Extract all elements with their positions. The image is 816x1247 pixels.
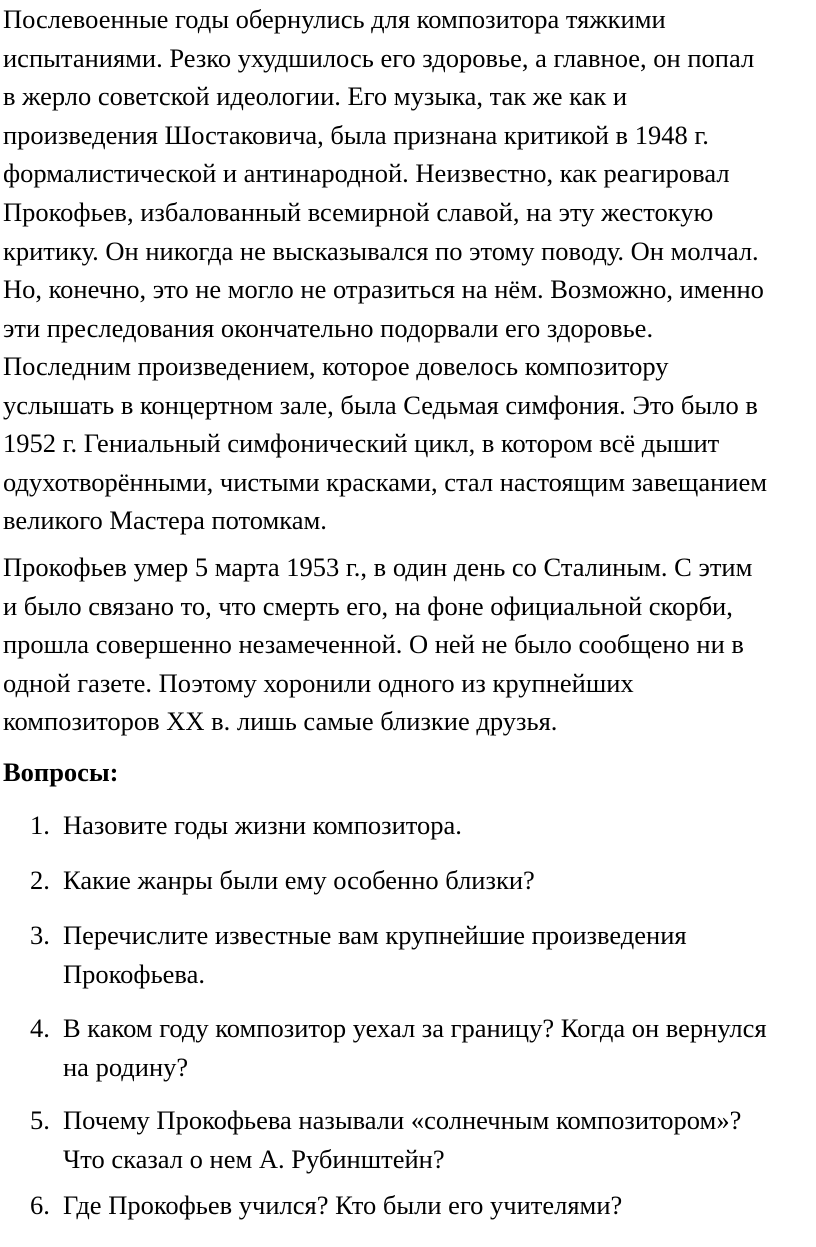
question-text: Назовите годы жизни композитора.: [63, 810, 462, 840]
paragraph-seventh-symphony: Последним произведением, которое довелось композитору услышать в концертном зале, была Седьмая симфония. Это было в 1952 г. Гениальный симфонический цикл, в котором всё дышит одухотворёнными, чистыми красками, стал настоящим завещанием великого Мастера потомкам.: [3, 351, 767, 536]
question-text: Где Прокофьев учился? Кто были его учителями?: [63, 1190, 623, 1220]
paragraph-postwar: Послевоенные годы обернулись для композитора тяжкими испытаниями. Резко ухудшилось его здоровье, а главное, он попал в жерло советской идеологии. Его музыка, так же как и произведения Шостаковича, была признана критикой в 1948 г. формалистической и антинародной. Неизвестно, как реагировал Прокофьев, избалованный всемирной славой, на эту жестокую критику. Он никогда не высказывался по этому поводу. Он молчал. Но, конечно, это не могло не отразиться на нём. Возможно, именно эти преследования окончательно подорвали его здоровье.: [3, 4, 764, 343]
question-number: 6.: [30, 1190, 50, 1220]
question-number: 5.: [30, 1105, 50, 1135]
paragraph-death: Прокофьев умер 5 марта 1953 г., в один день со Сталиным. С этим и было связано то, что смерть его, на фоне официальной скорби, прошла совершенно незамеченной. О ней не было сообщено ни в одной газете. Поэтому хоронили одного из крупнейших композиторов XX в. лишь самые близкие друзья.: [3, 552, 753, 737]
question-text: Какие жанры были ему особенно близки?: [63, 865, 535, 895]
question-number: 1.: [30, 810, 50, 840]
question-number: 4.: [30, 1013, 50, 1043]
question-text: Перечислите известные вам крупнейшие произведения Прокофьева.: [63, 920, 687, 989]
question-number: 3.: [30, 920, 50, 950]
question-text: Почему Прокофьева называли «солнечным композитором»? Что сказал о нем А. Рубинштейн?: [63, 1105, 742, 1174]
question-text: В каком году композитор уехал за границу? Когда он вернулся на родину?: [63, 1013, 767, 1082]
question-number: 2.: [30, 865, 50, 895]
questions-heading: Вопросы:: [3, 757, 119, 787]
